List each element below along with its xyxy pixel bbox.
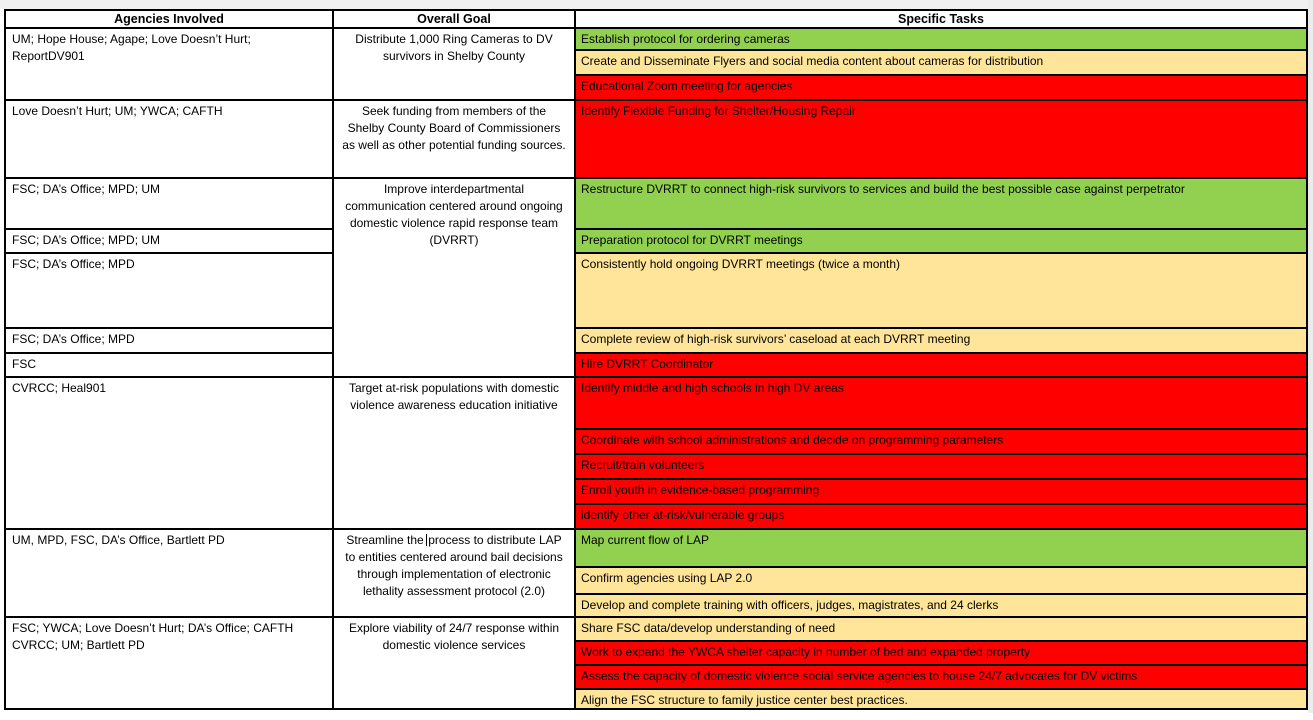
- goal-column: [334, 179, 576, 376]
- agencies-column: [6, 530, 334, 616]
- tasks-column: [576, 618, 1306, 708]
- task-cell-yellow[interactable]: Consistently hold ongoing DVRRT meetings (twice a month): [576, 254, 1306, 329]
- goal-text-before-cursor: Streamline the: [346, 533, 424, 547]
- agencies-column: [6, 101, 334, 177]
- agencies-column: [6, 29, 334, 99]
- table-body: [6, 29, 1306, 708]
- agencies-cell[interactable]: Love Doesn’t Hurt; UM; YWCA; CAFTH: [12, 104, 223, 118]
- text-cursor: [426, 534, 428, 546]
- task-cell-green[interactable]: Preparation protocol for DVRRT meetings: [576, 230, 1306, 254]
- right-margin-strip: [1308, 0, 1313, 713]
- goal-cell[interactable]: Improve interdepartmental communication centered around ongoing domestic violence rapid response team (DVRRT): [345, 182, 563, 247]
- task-cell-red[interactable]: Enroll youth in evidence-based programming: [576, 480, 1306, 505]
- agency-group-row: [6, 530, 1306, 618]
- task-cell-red[interactable]: Recruit/train volunteers: [576, 455, 1306, 480]
- agency-group-row: [6, 179, 1306, 378]
- goal-cell[interactable]: Seek funding from members of the Shelby County Board of Commissioners as well as other potential funding sources.: [342, 104, 566, 152]
- task-cell-yellow[interactable]: Develop and complete training with officers, judges, magistrates, and 24 clerks: [576, 595, 1306, 616]
- agencies-column: [6, 179, 334, 376]
- goal-column: [334, 618, 576, 708]
- agencies-column: [6, 618, 334, 708]
- agencies-cell[interactable]: UM; Hope House; Agape; Love Doesn’t Hurt; ReportDV901: [12, 32, 251, 63]
- task-cell-red[interactable]: Work to expand the YWCA shelter capacity in number of bed and expanded property: [576, 642, 1306, 666]
- goal-column: [334, 101, 576, 177]
- tasks-column: [576, 530, 1306, 616]
- agencies-cell[interactable]: FSC; DA’s Office; MPD: [6, 329, 332, 354]
- task-cell-yellow[interactable]: Create and Disseminate Flyers and social media content about cameras for distribution: [576, 51, 1306, 76]
- agencies-cell[interactable]: CVRCC; Heal901: [12, 381, 107, 395]
- task-cell-red[interactable]: Identify Flexible Funding for Shelter/Housing Repair: [576, 101, 1306, 177]
- goal-column: [334, 530, 576, 616]
- task-cell-yellow[interactable]: Align the FSC structure to family justice center best practices.: [576, 690, 1306, 708]
- goal-column: [334, 378, 576, 528]
- task-cell-yellow[interactable]: Share FSC data/develop understanding of need: [576, 618, 1306, 642]
- agencies-cell[interactable]: FSC; YWCA; Love Doesn’t Hurt; DA’s Office; CAFTH CVRCC; UM; Bartlett PD: [12, 621, 294, 652]
- tasks-column: [576, 179, 1306, 376]
- task-cell-red[interactable]: identify other at-risk/vulnerable groups: [576, 505, 1306, 528]
- agencies-cell[interactable]: FSC; DA’s Office; MPD; UM: [6, 179, 332, 230]
- action-plan-table: [4, 9, 1308, 710]
- tasks-column: [576, 29, 1306, 99]
- agencies-column: [6, 378, 334, 528]
- header-overall-goal[interactable]: Overall Goal: [334, 11, 576, 27]
- agency-group-row: [6, 618, 1306, 708]
- agency-group-row: [6, 101, 1306, 179]
- agencies-cell[interactable]: UM, MPD, FSC, DA’s Office, Bartlett PD: [12, 533, 225, 547]
- task-cell-yellow[interactable]: Complete review of high-risk survivors’ caseload at each DVRRT meeting: [576, 329, 1306, 354]
- agencies-cell[interactable]: FSC: [12, 357, 36, 371]
- goal-cell[interactable]: Target at-risk populations with domestic violence awareness education initiative: [348, 381, 560, 412]
- task-cell-red[interactable]: Identify middle and high schools in high DV areas: [576, 378, 1306, 430]
- goal-cell[interactable]: Distribute 1,000 Ring Cameras to DV survivors in Shelby County: [355, 32, 553, 63]
- header-agencies-involved[interactable]: Agencies Involved: [6, 11, 334, 27]
- task-cell-red[interactable]: Coordinate with school administrations and decide on programming parameters: [576, 430, 1306, 455]
- agency-group-row: [6, 378, 1306, 530]
- agency-group-row: [6, 29, 1306, 101]
- task-cell-green[interactable]: Restructure DVRRT to connect high-risk survivors to services and build the best possible case against perpetrator: [576, 179, 1306, 230]
- goal-cell[interactable]: [334, 530, 574, 600]
- tasks-column: [576, 101, 1306, 177]
- header-specific-tasks[interactable]: Specific Tasks: [898, 12, 984, 26]
- goal-column: [334, 29, 576, 99]
- tasks-column: [576, 378, 1306, 528]
- top-margin-strip: [0, 0, 1313, 9]
- goal-cell[interactable]: Explore viability of 24/7 response within domestic violence services: [348, 621, 560, 652]
- task-cell-red[interactable]: Hire DVRRT Coordinator: [576, 354, 1306, 376]
- agencies-cell[interactable]: FSC; DA’s Office; MPD; UM: [6, 230, 332, 254]
- task-cell-red[interactable]: Educational Zoom meeting for agencies: [576, 76, 1306, 99]
- task-cell-yellow[interactable]: Confirm agencies using LAP 2.0: [576, 568, 1306, 595]
- task-cell-green[interactable]: Establish protocol for ordering cameras: [576, 29, 1306, 51]
- task-cell-red[interactable]: Assess the capacity of domestic violence social service agencies to house 24/7 advocates for DV victims: [576, 666, 1306, 690]
- table-header-row: [6, 11, 1306, 29]
- task-cell-green[interactable]: Map current flow of LAP: [576, 530, 1306, 568]
- goal-text-after-cursor: process to distribute LAP to entities centered around bail decisions through implementation of electronic lethality assessment protocol (2.0): [345, 533, 563, 598]
- agencies-cell[interactable]: FSC; DA’s Office; MPD: [6, 254, 332, 329]
